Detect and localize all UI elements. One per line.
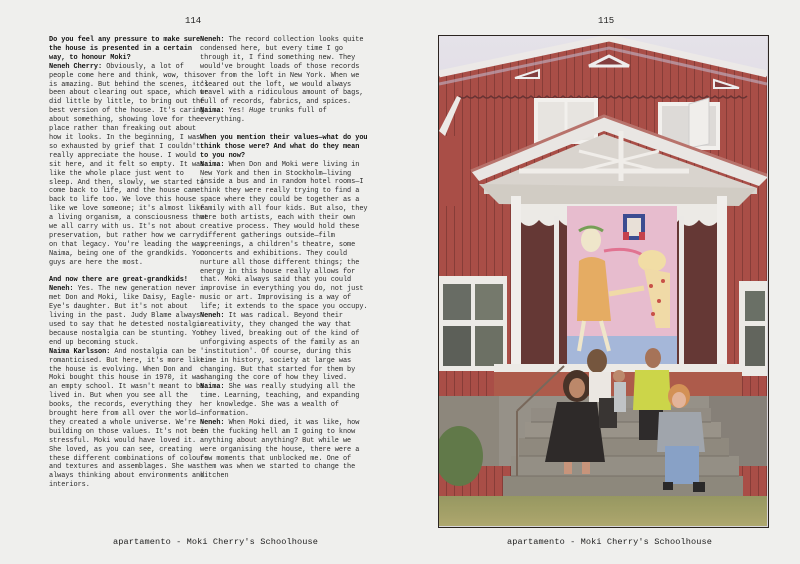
speaker-name: Naima: <box>200 107 225 116</box>
text-column-2 <box>200 36 368 481</box>
footer-left: apartamento - Moki Cherry's Schoolhouse <box>113 537 319 547</box>
paragraph-gap <box>200 125 368 134</box>
interview-answer <box>200 161 368 312</box>
interview-question: Do you feel any pressure to make sure the house is presented in a certain way, to honour Moki? <box>49 36 201 62</box>
interview-answer <box>49 285 209 347</box>
interview-answer <box>49 348 209 491</box>
paragraph-gap <box>49 268 209 277</box>
interview-question: When you mention their values—what do you think those were? And what do they mean to you now? <box>200 133 368 160</box>
answer-text: Yes. The new generation never met Don and Moki, like Daisy, Eagle-Eye's daughter. But it's not about living in the past. Judy Blame always used to say that he detested nostalgia because nostalgia can be stunting. You end up becoming stuck. <box>49 285 205 347</box>
speaker-name: Naima: <box>200 383 225 392</box>
interview-answer <box>200 36 368 107</box>
page-number-right: 115 <box>598 16 615 26</box>
answer-text: It was radical. Beyond their creativity, they changed the way that they lived, breaking out of the kind of unforgiving aspects of the family as an 'institution'. Of course, during this time in history, society at large was changing. But that started for them by changing the core of how they lived. <box>200 312 360 383</box>
interview-question: And now there are great-grandkids! <box>49 276 188 285</box>
emphasis-text: Huge <box>249 107 266 116</box>
answer-text: When Moki died, it was like, how in the fucking hell am I going to know anything about anything? But while we were organising the house, there were a few moments that unblocked me. One of them was when we started to change the kitchen <box>200 418 360 481</box>
speaker-name: Neneh: <box>200 36 225 44</box>
page-number-left: 114 <box>185 16 202 26</box>
answer-text: The record collection looks quite condensed here, but every time I go through it, I find something new. They would've brought loads of those records over from the loft in New York. When we cleared out the loft, we would always travel with a ridiculous amount of bags, full of records, fabrics, and spices. <box>200 36 364 107</box>
answer-text: trunks full of everything. <box>200 107 327 125</box>
interview-answer <box>200 107 368 125</box>
footer-right: apartamento - Moki Cherry's Schoolhouse <box>507 537 713 547</box>
text-column-1 <box>49 36 209 490</box>
interview-answer <box>49 63 209 268</box>
speaker-name: Naima Karlsson: <box>49 347 111 356</box>
speaker-name: Neneh: <box>200 418 225 427</box>
answer-text: Obviously, a lot of people come here and think, wow, this is amazing. But behind the scenes, it's been about clearing out space, which we did little by little, to bring out the best version of the house. It's caring about something, showing love for the place rather than freaking out about how it looks. In the beginning, I was so exhausted by grief that I couldn't really appreciate the house. I would sit here, and it felt so empty. It was like the whole place just went to sleep. And then, slowly, we started to come back to life, and the house came back to life too. We love this house like we love someone; it's almost like a living organism, a consciousness that we all carry with us. It's not about preservation, but rather how we carry on that legacy. You're leading the way, Naima, being one of the grandkids. You guys are here the most. <box>49 62 209 267</box>
speaker-name: Neneh Cherry: <box>49 62 103 71</box>
interview-answer <box>200 419 368 481</box>
interview-answer <box>200 312 368 383</box>
answer-text: Yes! <box>224 107 250 116</box>
answer-text: And nostalgia can be romanticised. But here, it's more like the house is evolving. When Don and Moki bought this house in 1970, it was an empty school. It wasn't meant to be lived in. But when you see all the books, the records, everything they brought here from all over the world—they created a whole universe. We're building on those values. It's not been stressful. Moki would have loved it. She loved, as you can see, creating these different combinations of colours and textures and assemblages. She was always thinking about environments and interiors. <box>49 347 209 490</box>
speaker-name: Naima: <box>200 160 225 169</box>
answer-text: When Don and Moki were living in New York and then in Stockholm—living inside a bus and in random hotel rooms—I think they were really trying to find a space where they could be together as a family with all four kids. But also, they were both artists, each with their own creative process. They would hold these different gatherings outside—film screenings, a children's theatre, some concerts and exhibitions. They could nurture all those different things; the energy in this house really allows for that. Moki always said that you could improvise in everything you do, not just music or art. Improvising is a way of life; it extends to the space you occupy. <box>200 160 368 312</box>
answer-text: She was really studying all the time. Learning, teaching, and expanding her knowledge. She was a wealth of information. <box>200 383 360 419</box>
interview-answer <box>200 383 368 419</box>
speaker-name: Neneh: <box>200 312 225 321</box>
speaker-name: Neneh: <box>49 285 74 294</box>
house-photo <box>438 35 769 528</box>
